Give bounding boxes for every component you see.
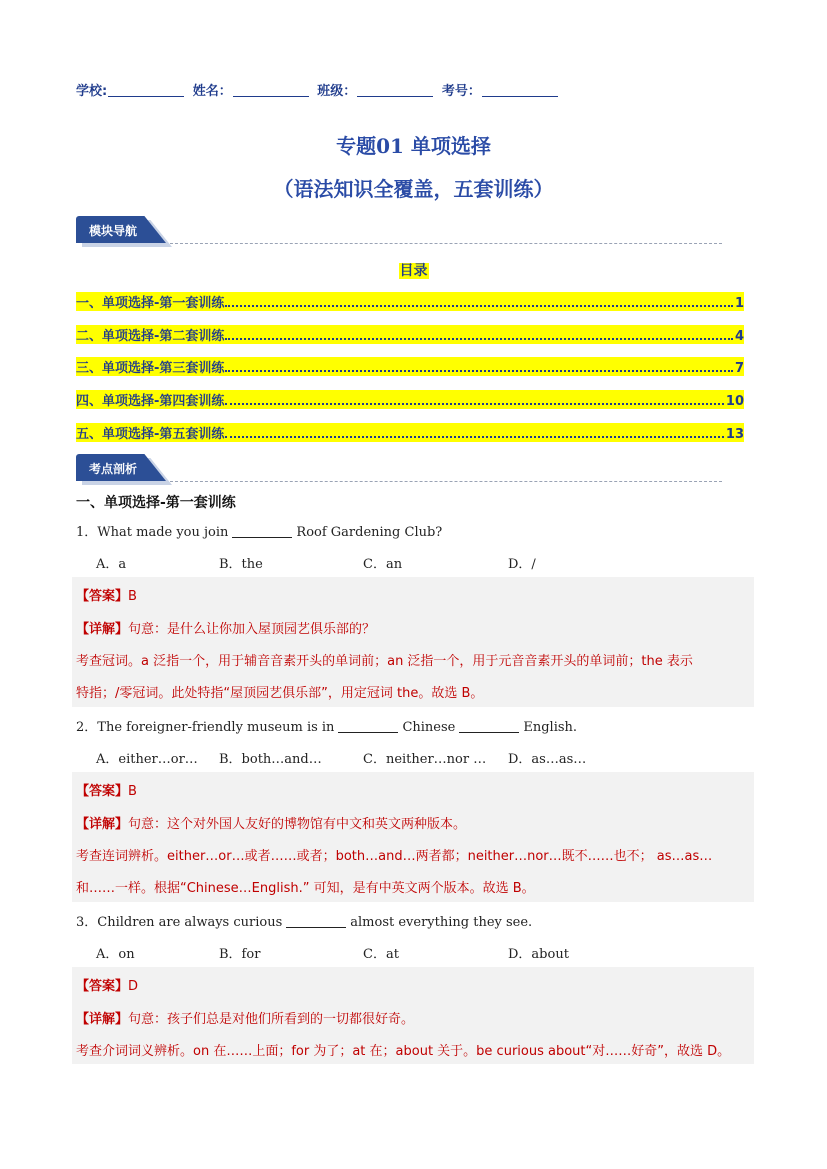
option-b: B．for bbox=[219, 947, 261, 962]
question-stem bbox=[76, 911, 532, 930]
toc-item[interactable] bbox=[76, 390, 744, 409]
toc-title-text: 目录 bbox=[399, 263, 428, 279]
name-label: 姓名： bbox=[192, 84, 232, 99]
toc-item[interactable] bbox=[76, 357, 744, 376]
exam-no-blank[interactable] bbox=[482, 84, 558, 97]
option-c: C．neither…nor … bbox=[363, 752, 487, 767]
detail-text: 句意：孩子们总是对他们所看到的一切都很好奇。 bbox=[128, 1012, 415, 1027]
analysis-label: 考点剖析 bbox=[89, 462, 138, 476]
answer-label: 【答案】 bbox=[76, 979, 129, 994]
school-blank[interactable] bbox=[108, 84, 184, 97]
toc-item[interactable] bbox=[76, 325, 744, 344]
stem-text: 2．The foreigner-friendly museum is in bbox=[76, 720, 335, 735]
answer-line bbox=[76, 585, 137, 604]
answer-blank bbox=[338, 720, 398, 733]
answer-value: B bbox=[128, 784, 137, 799]
toc-leader bbox=[225, 436, 724, 438]
answer-label: 【答案】 bbox=[76, 784, 129, 799]
detail-line bbox=[76, 618, 375, 637]
class-label: 班级： bbox=[317, 84, 357, 99]
toc-item-page: 4 bbox=[734, 329, 744, 344]
toc-item-label: 一、单项选择-第一套训练 bbox=[76, 296, 225, 311]
module-nav-label: 模块导航 bbox=[89, 224, 138, 238]
answer-line bbox=[76, 780, 137, 799]
toc-item-page: 7 bbox=[734, 361, 744, 376]
detail-text: 句意：是什么让你加入屋顶园艺俱乐部的？ bbox=[128, 622, 376, 637]
detail-line bbox=[76, 813, 466, 832]
answer-blank bbox=[459, 720, 519, 733]
toc-title bbox=[0, 260, 827, 280]
detail-text: 考查冠词。a 泛指一个，用于辅音音素开头的单词前；an 泛指一个，用于元音音素开头的单词前；the 表示 bbox=[76, 654, 693, 669]
class-blank[interactable] bbox=[357, 84, 433, 97]
toc-item[interactable] bbox=[76, 423, 744, 442]
stem-text: English. bbox=[523, 720, 578, 735]
answer-label: 【答案】 bbox=[76, 589, 129, 604]
toc-item-page: 10 bbox=[725, 394, 744, 409]
exam-no-label: 考号： bbox=[441, 84, 481, 99]
detail-label: 【详解】 bbox=[76, 817, 129, 832]
answer-line bbox=[76, 975, 138, 994]
option-a: A．on bbox=[96, 947, 135, 962]
page-title: 专题01 单项选择 bbox=[336, 134, 491, 158]
stem-text: 1．What made you join bbox=[76, 525, 229, 540]
detail-text: 句意：这个对外国人友好的博物馆有中文和英文两种版本。 bbox=[128, 817, 467, 832]
option-d: D．about bbox=[508, 947, 569, 962]
stem-text: 3．Children are always curious bbox=[76, 915, 283, 930]
option-a: A．a bbox=[96, 557, 127, 572]
option-d: D．as…as… bbox=[508, 752, 587, 767]
module-nav-tag bbox=[76, 216, 176, 243]
section-title: 一、单项选择-第一套训练 bbox=[76, 495, 236, 511]
toc-item[interactable] bbox=[76, 292, 744, 311]
toc-item-page: 13 bbox=[725, 427, 744, 442]
toc-item-label: 二、单项选择-第二套训练 bbox=[76, 329, 225, 344]
detail-line bbox=[76, 1008, 414, 1027]
toc-leader bbox=[225, 403, 724, 405]
page-subtitle: （语法知识全覆盖，五套训练） bbox=[273, 177, 554, 201]
student-info-line bbox=[76, 80, 562, 99]
option-b: B．the bbox=[219, 557, 263, 572]
stem-text: Roof Gardening Club? bbox=[296, 525, 443, 540]
question-stem bbox=[76, 521, 442, 540]
toc-leader bbox=[225, 370, 733, 372]
option-d: D．/ bbox=[508, 557, 536, 572]
divider bbox=[170, 243, 722, 244]
name-blank[interactable] bbox=[233, 84, 309, 97]
divider bbox=[170, 481, 722, 482]
detail-label: 【详解】 bbox=[76, 622, 129, 637]
answer-blank bbox=[286, 915, 346, 928]
toc-item-label: 四、单项选择-第四套训练 bbox=[76, 394, 225, 409]
option-c: C．an bbox=[363, 557, 403, 572]
answer-value: D bbox=[128, 979, 139, 994]
question-stem bbox=[76, 716, 577, 735]
toc-leader bbox=[225, 338, 733, 340]
toc-leader bbox=[225, 305, 733, 307]
toc-item-label: 三、单项选择-第三套训练 bbox=[76, 361, 225, 376]
detail-label: 【详解】 bbox=[76, 1012, 129, 1027]
detail-text: 考查连词辨析。either…or…或者……或者；both…and…两者都；neither…nor…既不……也不； as…as… bbox=[76, 849, 713, 864]
option-b: B．both…and… bbox=[219, 752, 322, 767]
analysis-tag bbox=[76, 454, 176, 481]
answer-value: B bbox=[128, 589, 137, 604]
detail-text: 特指；/零冠词。此处特指“屋顶园艺俱乐部”，用定冠词 the。故选 B。 bbox=[76, 686, 484, 701]
toc-item-label: 五、单项选择-第五套训练 bbox=[76, 427, 225, 442]
detail-text: 考查介词词义辨析。on 在……上面；for 为了；at 在；about 关于。be curious about“对……好奇”，故选 D。 bbox=[76, 1044, 731, 1059]
option-c: C．at bbox=[363, 947, 399, 962]
answer-blank bbox=[232, 525, 292, 538]
option-a: A．either…or… bbox=[96, 752, 198, 767]
toc-item-page: 1 bbox=[734, 296, 744, 311]
stem-text: Chinese bbox=[402, 720, 456, 735]
stem-text: almost everything they see. bbox=[350, 915, 533, 930]
detail-text: 和……一样。根据“Chinese…English.” 可知，是有中英文两个版本。故选 B。 bbox=[76, 881, 535, 896]
school-label: 学校: bbox=[76, 84, 108, 99]
